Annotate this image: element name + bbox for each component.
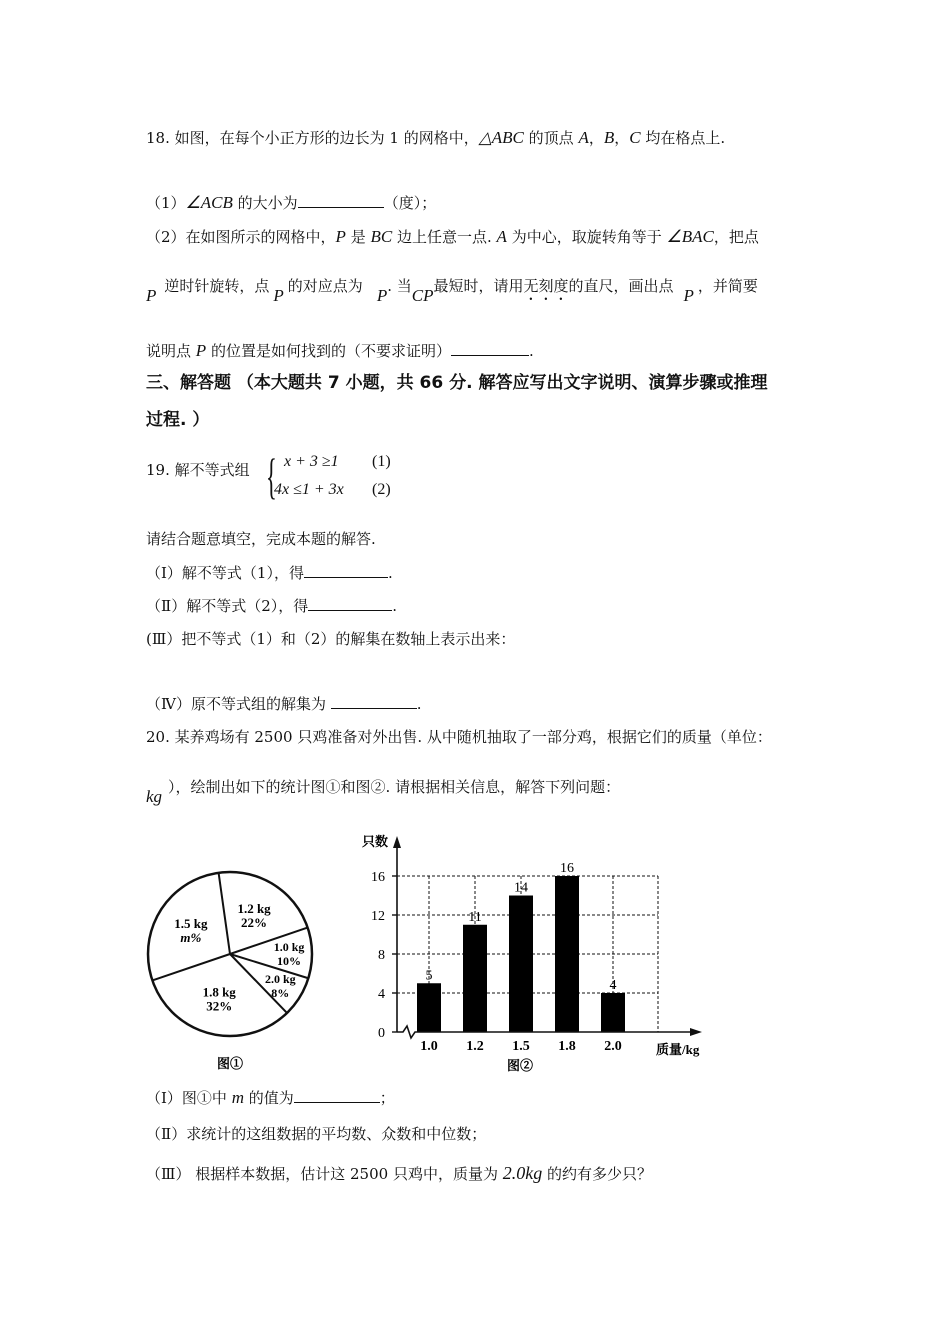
- q19-step1: （Ⅰ）解不等式（1），得 .: [146, 564, 393, 582]
- x-axis-arrow-icon: [690, 1028, 702, 1036]
- pie-percent-label: 32%: [206, 998, 233, 1014]
- answer-blank[interactable]: [451, 341, 529, 356]
- bar-chart: [340, 828, 720, 1078]
- pie-slice-boundary: [152, 954, 230, 980]
- bar-value-label: 5: [425, 968, 433, 984]
- bar-value-label: 16: [560, 861, 574, 876]
- inequality-1: x + 3 ≥1: [284, 453, 339, 470]
- pie-slice-boundary: [219, 873, 230, 954]
- pie-percent-label: 8%: [271, 985, 290, 1000]
- x-tick-label: 2.0: [604, 1039, 622, 1054]
- bar: [601, 993, 625, 1032]
- inequality-2: 4x ≤1 + 3x: [274, 481, 344, 498]
- pie-category-label: 1.0 kg: [273, 940, 305, 955]
- answer-blank[interactable]: [294, 1088, 380, 1103]
- q20-part2: （Ⅱ）求统计的这组数据的平均数、众数和中位数；: [146, 1125, 487, 1143]
- x-tick-label: 1.5: [512, 1039, 530, 1054]
- pie-category-label: 1.8 kg: [202, 984, 236, 1000]
- bar-chart-figure: [340, 828, 720, 1078]
- y-tick-label: 4: [378, 987, 385, 1002]
- answer-blank[interactable]: [331, 694, 417, 709]
- y-tick-label: 8: [378, 948, 385, 963]
- y-axis-label: 只数: [362, 834, 389, 849]
- inequality-1-number: (1): [372, 453, 391, 470]
- q18-part2: （2）在如图所示的网格中，P 是 BC 边上任意一点. A 为中心，取旋转角等于 ∠BAC，把点: [146, 227, 759, 246]
- figure-caption: 图②: [506, 1058, 534, 1073]
- section-heading: 三、解答题 （本大题共 7 小题，共 66 分. 解答应写出文字说明、演算步骤或推理: [146, 373, 768, 393]
- pie-chart: [140, 868, 320, 1078]
- y-axis-arrow-icon: [393, 836, 401, 848]
- bar: [463, 925, 487, 1032]
- q20-part1: （Ⅰ）图①中 m 的值为 ；: [146, 1088, 395, 1107]
- pie-percent-label: m%: [180, 929, 202, 945]
- y-tick-label: 0: [378, 1026, 385, 1041]
- answer-blank[interactable]: [304, 563, 388, 578]
- bar: [509, 896, 533, 1033]
- answer-blank[interactable]: [298, 193, 384, 208]
- y-tick-label: 16: [371, 870, 385, 885]
- pie-percent-label: 22%: [241, 914, 268, 930]
- pie-percent-label: 10%: [277, 954, 302, 969]
- bar: [555, 876, 579, 1032]
- figure-caption: 图①: [216, 1056, 244, 1071]
- q18-part1: （1）∠ACB 的大小为 （度）；: [146, 193, 437, 212]
- q19-intro: 请结合题意填空，完成本题的解答.: [146, 530, 376, 548]
- y-tick-label: 12: [371, 909, 385, 924]
- q18-stem: 18. 如图，在每个小正方形的边长为 1 的网格中，△ABC 的顶点 A，B，C 均在格点上.: [146, 128, 726, 147]
- q18-part2-end: 说明点 P 的位置是如何找到的（不要求证明） .: [146, 341, 534, 360]
- pie-chart-figure: [140, 868, 320, 1078]
- q18-part2-cont: P 逆时针旋转，点 P 的对应点为 P. 当CP最短时，请用无刻度的直尺，画出点 P ，并简要: [146, 277, 758, 305]
- brace-icon: {: [266, 448, 277, 504]
- x-axis-label: 质量/kg: [656, 1042, 700, 1057]
- pie-category-label: 1.2 kg: [237, 900, 271, 916]
- bar-value-label: 14: [514, 880, 528, 896]
- answer-blank[interactable]: [308, 596, 392, 611]
- q19-step2: （Ⅱ）解不等式（2），得 .: [146, 597, 398, 615]
- q20-stem-cont: kg ），绘制出如下的统计图①和图②. 请根据相关信息，解答下列问题：: [146, 778, 621, 806]
- bar-value-label: 4: [609, 978, 617, 993]
- pie-category-label: 2.0 kg: [264, 971, 296, 986]
- x-tick-label: 1.2: [466, 1039, 484, 1054]
- bar: [417, 983, 441, 1032]
- q19-step4: （Ⅳ）原不等式组的解集为 .: [146, 695, 422, 713]
- bar-value-label: 11: [468, 909, 482, 925]
- x-tick-label: 1.0: [420, 1039, 438, 1054]
- q20-part3: （Ⅲ） 根据样本数据，估计这 2500 只鸡中，质量为 2.0kg 的约有多少只？: [146, 1163, 652, 1183]
- x-tick-label: 1.8: [558, 1039, 576, 1054]
- q19-step3: (Ⅲ）把不等式（1）和（2）的解集在数轴上表示出来：: [146, 630, 516, 648]
- pie-category-label: 1.5 kg: [174, 915, 208, 931]
- q19-stem: 19. 解不等式组: [146, 461, 250, 479]
- q20-stem: 20. 某养鸡场有 2500 只鸡准备对外出售. 从中随机抽取了一部分鸡，根据它们的质量（单位：: [146, 728, 772, 746]
- inequality-2-number: (2): [372, 481, 391, 498]
- section-heading-cont: 过程. ）: [146, 410, 210, 430]
